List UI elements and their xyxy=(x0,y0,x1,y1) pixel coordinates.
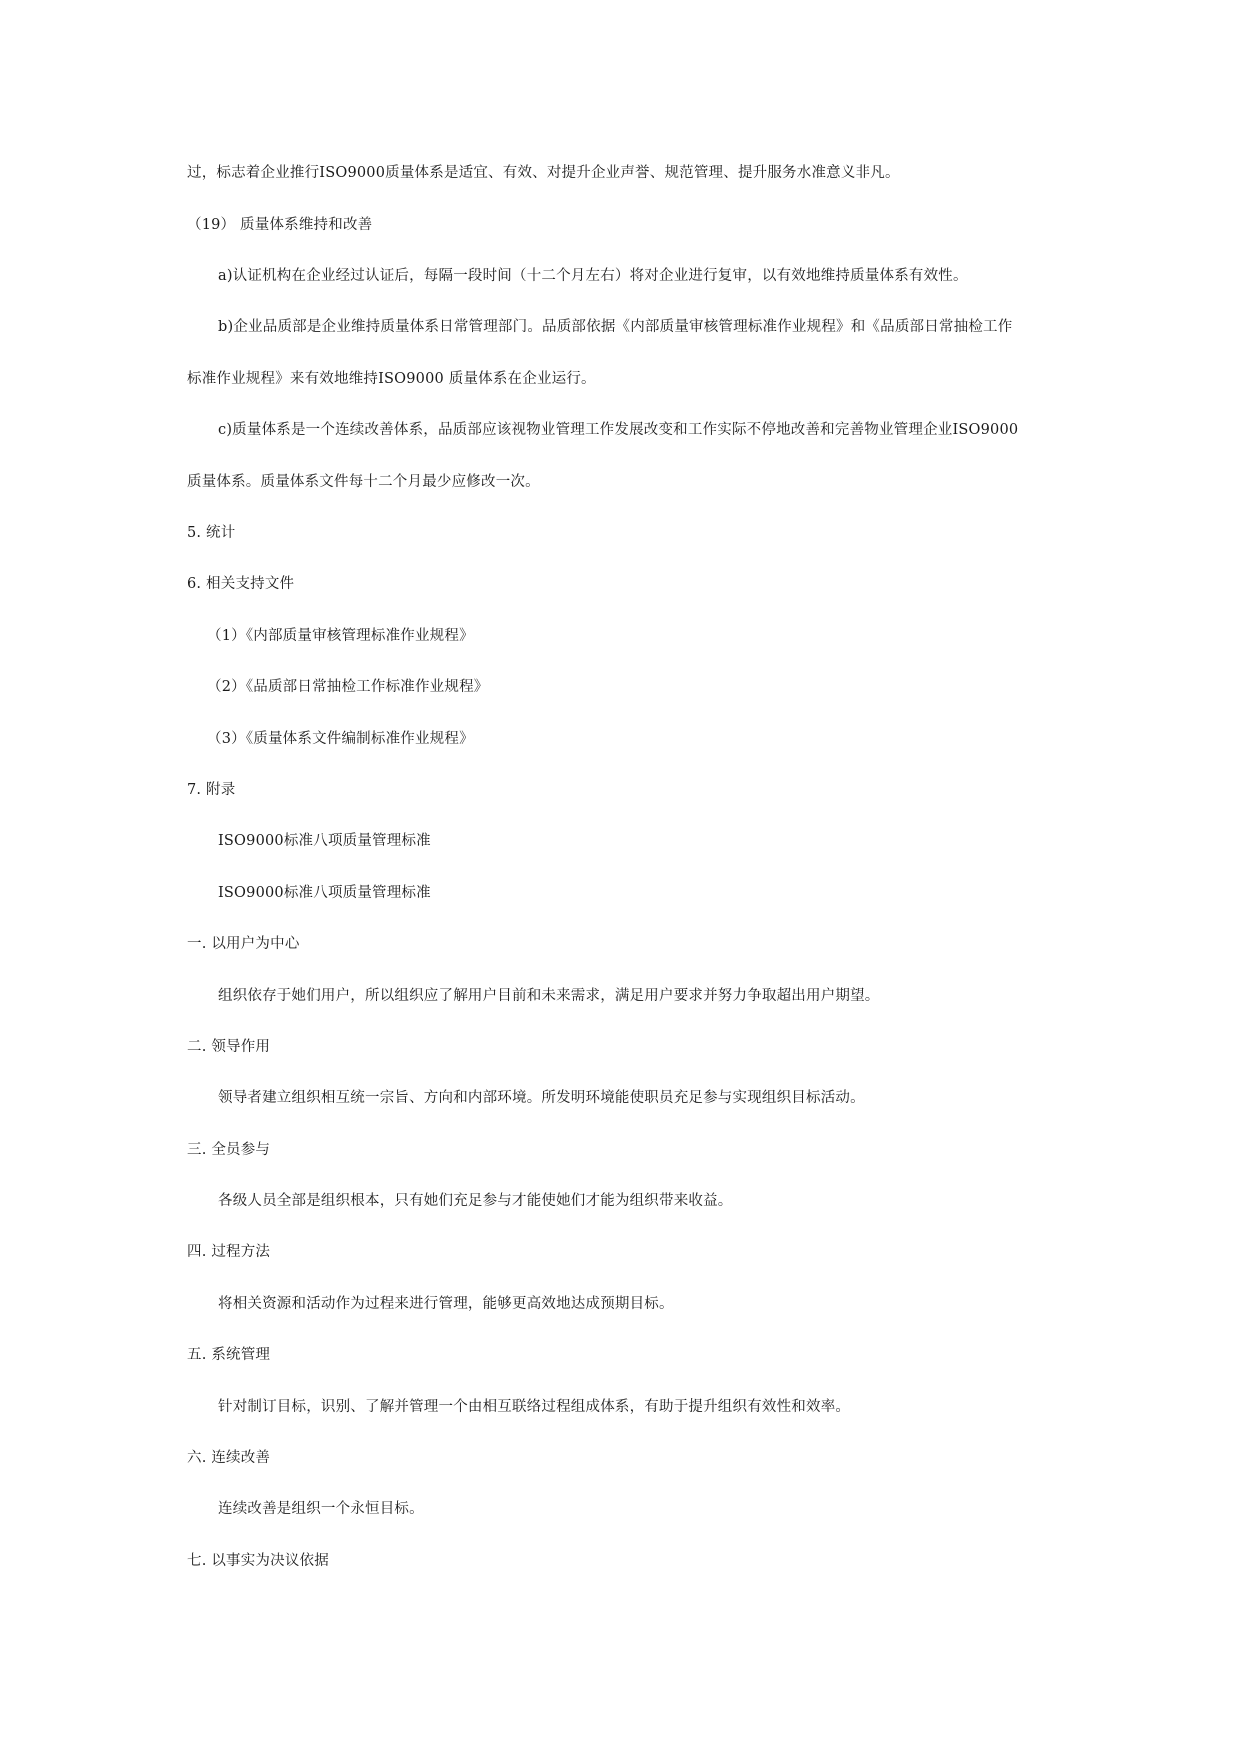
paragraph-line: 连续改善是组织一个永恒目标。 xyxy=(218,1501,424,1517)
principle-heading: 三. 全员参与 xyxy=(187,1142,271,1158)
paragraph-line: ISO9000标准八项质量管理标准 xyxy=(218,833,431,849)
section-heading: 7. 附录 xyxy=(187,782,236,798)
paragraph-line: 过，标志着企业推行ISO9000质量体系是适宜、有效、对提升企业声誉、规范管理、提升服务水准意义非凡。 xyxy=(187,165,900,181)
list-item: （3）《质量体系文件编制标准作业规程》 xyxy=(207,731,474,747)
paragraph-line: 针对制订目标，识别、了解并管理一个由相互联络过程组成体系，有助于提升组织有效性和效率。 xyxy=(218,1399,851,1415)
paragraph-line: c)质量体系是一个连续改善体系，品质部应该视物业管理工作发展改变和工作实际不停地改善和完善物业管理企业ISO9000 xyxy=(218,422,1019,438)
paragraph-line: 将相关资源和活动作为过程来进行管理，能够更高效地达成预期目标。 xyxy=(218,1296,674,1312)
principle-heading: 五. 系统管理 xyxy=(187,1347,271,1363)
principle-heading: 一. 以用户为中心 xyxy=(187,936,300,952)
paragraph-line: 标准作业规程》来有效地维持ISO9000 质量体系在企业运行。 xyxy=(187,371,596,387)
paragraph-line: 各级人员全部是组织根本，只有她们充足参与才能使她们才能为组织带来收益。 xyxy=(218,1193,733,1209)
principle-heading: 四. 过程方法 xyxy=(187,1244,271,1260)
principle-heading: 二. 领导作用 xyxy=(187,1039,271,1055)
paragraph-line: b)企业品质部是企业维持质量体系日常管理部门。品质部依据《内部质量审核管理标准作业规程》和《品质部日常抽检工作 xyxy=(218,319,1013,335)
principle-heading: 七. 以事实为决议依据 xyxy=(187,1553,329,1569)
paragraph-line: 组织依存于她们用户，所以组织应了解用户目前和未来需求，满足用户要求并努力争取超出用户期望。 xyxy=(218,988,880,1004)
paragraph-line: a)认证机构在企业经过认证后，每隔一段时间（十二个月左右）将对企业进行复审，以有效地维持质量体系有效性。 xyxy=(218,268,968,284)
section-heading: 6. 相关支持文件 xyxy=(187,576,295,592)
principle-heading: 六. 连续改善 xyxy=(187,1450,271,1466)
section-heading: （19） 质量体系维持和改善 xyxy=(187,217,373,233)
list-item: （1）《内部质量审核管理标准作业规程》 xyxy=(207,628,474,644)
paragraph-line: 质量体系。质量体系文件每十二个月最少应修改一次。 xyxy=(187,474,540,490)
paragraph-line: ISO9000标准八项质量管理标准 xyxy=(218,885,431,901)
list-item: （2）《品质部日常抽检工作标准作业规程》 xyxy=(207,679,489,695)
paragraph-line: 领导者建立组织相互统一宗旨、方向和内部环境。所发明环境能使职员充足参与实现组织目标活动。 xyxy=(218,1090,865,1106)
section-heading: 5. 统计 xyxy=(187,525,236,541)
